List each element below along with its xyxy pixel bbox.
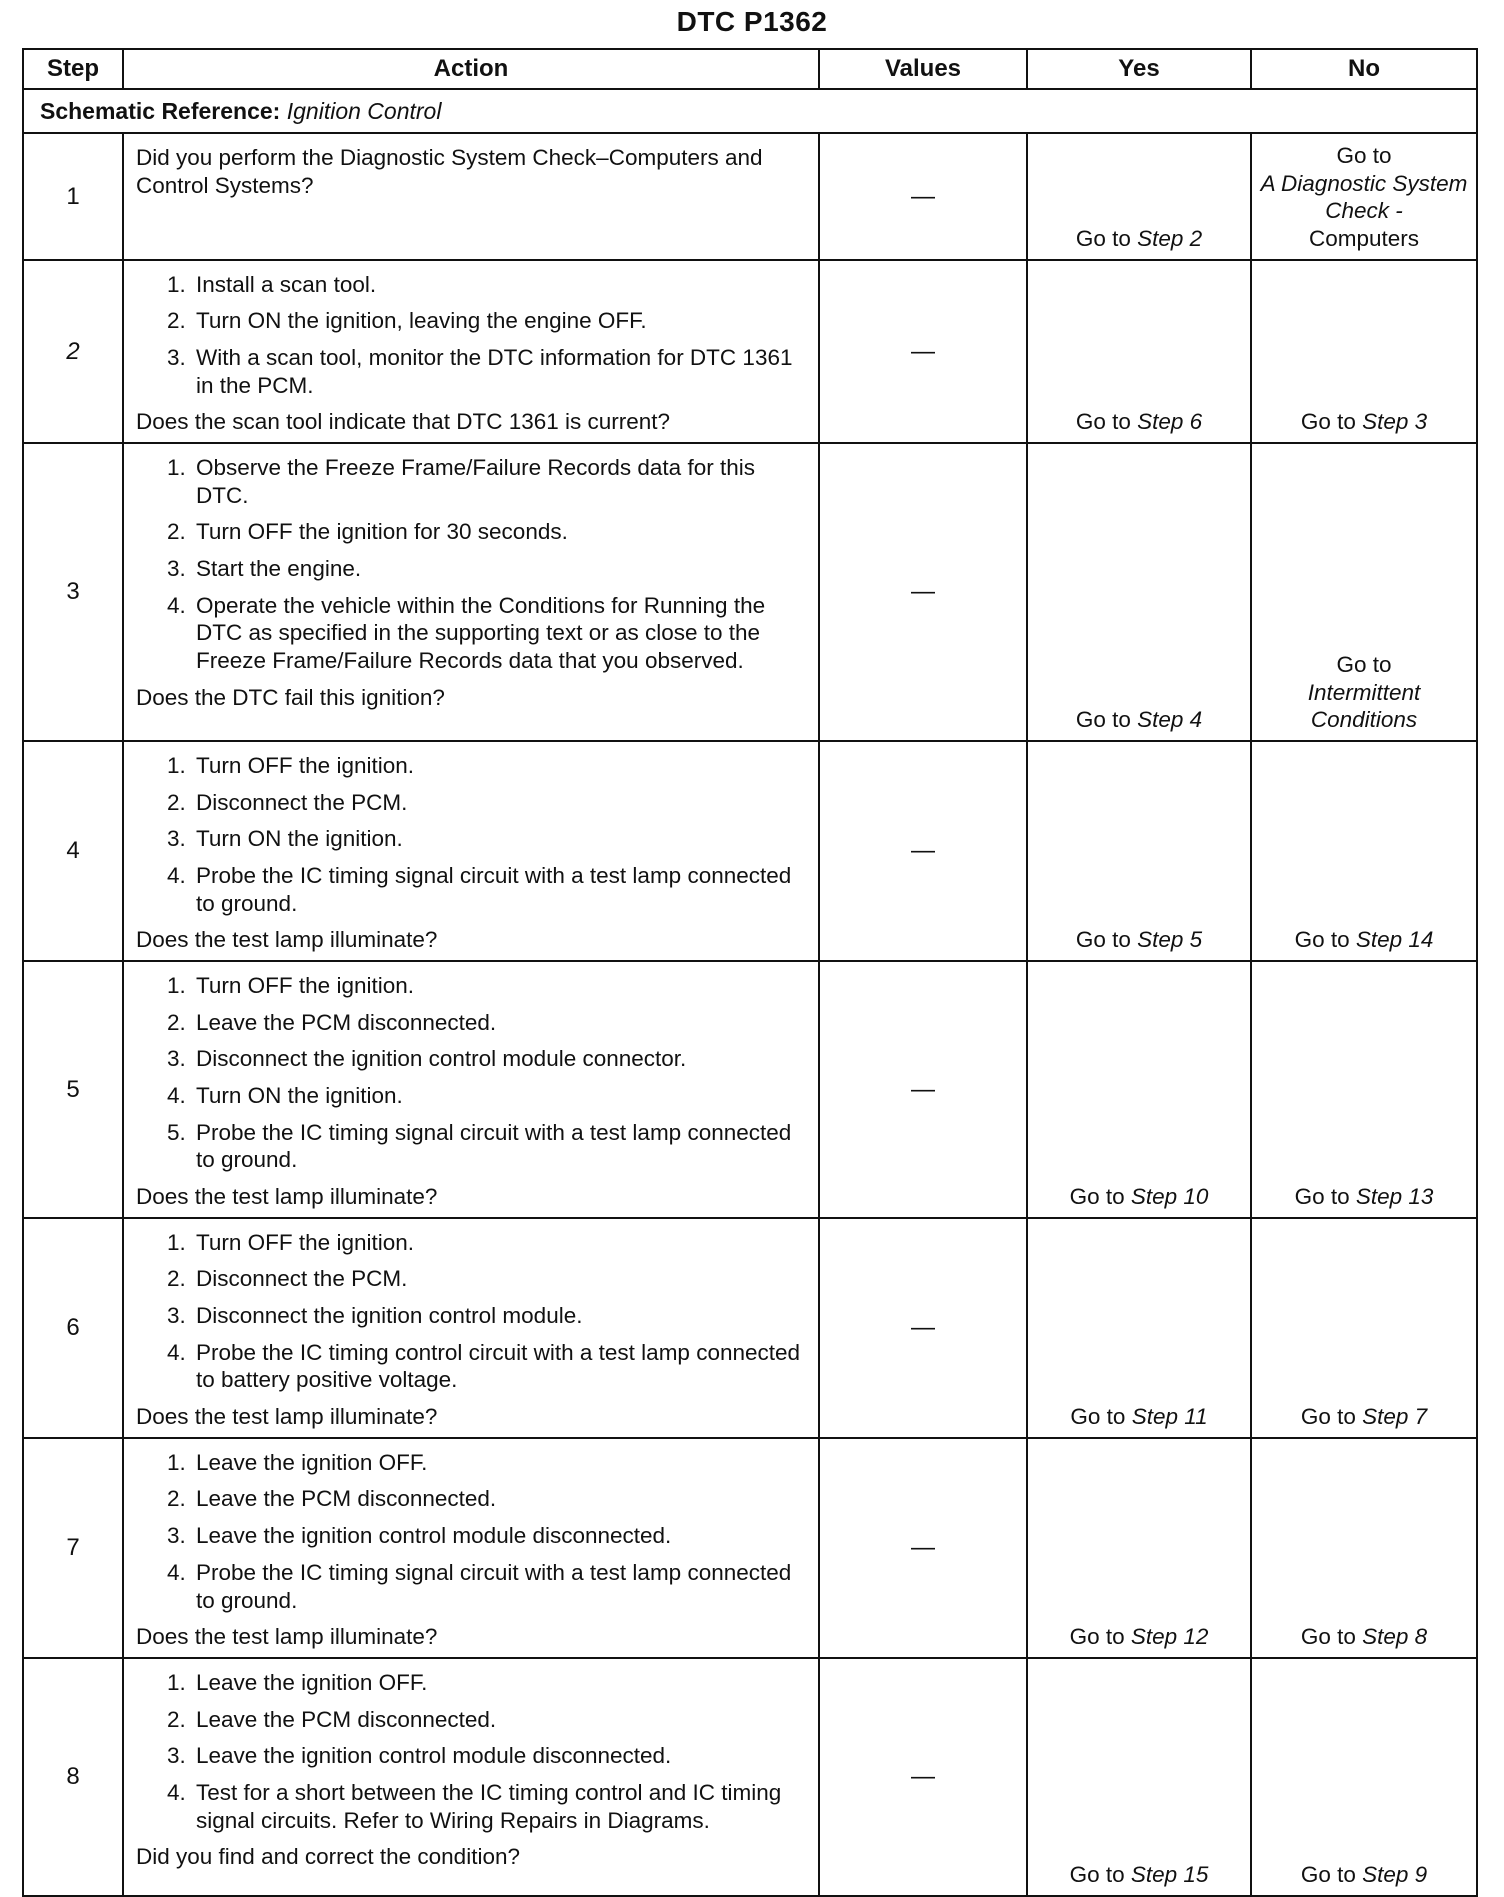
yes-prefix: Go to (1075, 707, 1131, 733)
action-list (136, 454, 806, 675)
step-value: — (819, 1658, 1027, 1896)
no-prefix: Go to (1300, 1624, 1356, 1650)
schematic-row (23, 89, 1477, 133)
action-item: 4. Operate the vehicle within the Conditions for Running the DTC as specified in the supporting text or as close to the Freeze Frame/Failure Records data that you observed. (192, 592, 806, 675)
action-item: 2. Turn ON the ignition, leaving the engine OFF. (192, 307, 806, 335)
step-value: — (819, 961, 1027, 1218)
yes-cell (1027, 443, 1251, 741)
step-action (123, 260, 819, 443)
step-action (123, 133, 819, 260)
no-target-link[interactable]: Step 7 (1362, 1404, 1428, 1430)
no-target-link[interactable]: A Diagnostic System Check - (1260, 170, 1468, 224)
action-question: Does the test lamp illuminate? (136, 1184, 438, 1210)
action-item: 4. Test for a short between the IC timing control and IC timing signal circuits. Refer to Wiring Repairs in Diagrams. (192, 1779, 806, 1834)
no-target-link[interactable]: Step 14 (1355, 927, 1434, 953)
yes-prefix: Go to (1075, 409, 1131, 435)
yes-target-link[interactable]: Step 12 (1130, 1624, 1209, 1650)
no-cell (1251, 1438, 1477, 1658)
step-action (123, 1218, 819, 1438)
yes-target-link[interactable]: Step 15 (1130, 1862, 1209, 1888)
header-step: Step (23, 49, 123, 89)
diagnostic-table (22, 48, 1478, 1897)
step-number: 3 (23, 443, 123, 741)
step-number: 1 (23, 133, 123, 260)
action-item: 3. Disconnect the ignition control module connector. (192, 1045, 806, 1073)
action-list (136, 1229, 806, 1394)
action-question: Does the test lamp illuminate? (136, 1404, 438, 1430)
no-target-link[interactable]: Step 8 (1362, 1624, 1428, 1650)
no-prefix: Go to (1336, 652, 1392, 678)
action-item: 3. Turn ON the ignition. (192, 825, 806, 853)
yes-prefix: Go to (1070, 1404, 1126, 1430)
header-action: Action (123, 49, 819, 89)
header-values: Values (819, 49, 1027, 89)
action-item: 1. Turn OFF the ignition. (192, 1229, 806, 1257)
step-action (123, 1438, 819, 1658)
yes-prefix: Go to (1069, 1184, 1125, 1210)
step-action (123, 741, 819, 961)
action-list (136, 972, 806, 1174)
action-list (136, 1449, 806, 1614)
action-item: 2. Leave the PCM disconnected. (192, 1485, 806, 1513)
no-cell (1251, 443, 1477, 741)
action-list (136, 1669, 806, 1834)
step-row (23, 1218, 1477, 1438)
action-intro: Did you perform the Diagnostic System Check–Computers and Control Systems? (136, 145, 763, 198)
no-cell (1251, 961, 1477, 1218)
yes-target-link[interactable]: Step 5 (1137, 927, 1203, 953)
header-no: No (1251, 49, 1477, 89)
yes-cell (1027, 1438, 1251, 1658)
action-item: 2. Disconnect the PCM. (192, 789, 806, 817)
action-item: 3. With a scan tool, monitor the DTC information for DTC 1361 in the PCM. (192, 344, 806, 399)
step-row (23, 1438, 1477, 1658)
yes-cell (1027, 741, 1251, 961)
yes-prefix: Go to (1075, 927, 1131, 953)
action-question: Does the test lamp illuminate? (136, 1624, 438, 1650)
yes-cell (1027, 260, 1251, 443)
action-item: 1. Turn OFF the ignition. (192, 972, 806, 1000)
yes-cell (1027, 961, 1251, 1218)
action-item: 2. Turn OFF the ignition for 30 seconds. (192, 518, 806, 546)
action-item: 2. Disconnect the PCM. (192, 1265, 806, 1293)
yes-target-link[interactable]: Step 4 (1137, 707, 1203, 733)
schematic-value: Ignition Control (286, 97, 442, 124)
no-prefix: Go to (1294, 927, 1350, 953)
action-item: 1. Leave the ignition OFF. (192, 1449, 806, 1477)
action-item: 3. Leave the ignition control module disconnected. (192, 1742, 806, 1770)
no-cell (1251, 1658, 1477, 1896)
no-prefix: Go to (1300, 1404, 1356, 1430)
action-question: Did you find and correct the condition? (136, 1844, 520, 1870)
no-target-link[interactable]: Step 3 (1362, 409, 1428, 435)
action-item: 1. Install a scan tool. (192, 271, 806, 299)
step-row (23, 741, 1477, 961)
yes-cell (1027, 133, 1251, 260)
action-item: 3. Disconnect the ignition control module. (192, 1302, 806, 1330)
step-value: — (819, 133, 1027, 260)
no-cell (1251, 741, 1477, 961)
yes-target-link[interactable]: Step 10 (1130, 1184, 1209, 1210)
action-question: Does the scan tool indicate that DTC 1361 is current? (136, 409, 671, 435)
step-value: — (819, 741, 1027, 961)
action-item: 3. Start the engine. (192, 555, 806, 583)
no-target-link[interactable]: Step 13 (1355, 1184, 1434, 1210)
no-target-link[interactable]: Step 9 (1362, 1862, 1428, 1888)
no-prefix: Go to (1300, 409, 1356, 435)
yes-target-link[interactable]: Step 11 (1131, 1404, 1208, 1430)
action-question: Does the test lamp illuminate? (136, 927, 438, 953)
action-item: 5. Probe the IC timing signal circuit with a test lamp connected to ground. (192, 1119, 806, 1174)
yes-target-link[interactable]: Step 6 (1137, 409, 1203, 435)
action-item: 3. Leave the ignition control module disconnected. (192, 1522, 806, 1550)
no-cell (1251, 1218, 1477, 1438)
no-suffix: Computers (1308, 226, 1420, 252)
header-yes: Yes (1027, 49, 1251, 89)
schematic-reference (23, 89, 1477, 133)
yes-target-link[interactable]: Step 2 (1137, 226, 1203, 252)
no-prefix: Go to (1294, 1184, 1350, 1210)
no-prefix: Go to (1300, 1862, 1356, 1888)
step-value: — (819, 443, 1027, 741)
action-question: Does the DTC fail this ignition? (136, 684, 445, 710)
no-cell (1251, 133, 1477, 260)
action-item: 1. Leave the ignition OFF. (192, 1669, 806, 1697)
action-item: 1. Observe the Freeze Frame/Failure Records data for this DTC. (192, 454, 806, 509)
yes-prefix: Go to (1075, 226, 1131, 252)
step-number: 6 (23, 1218, 123, 1438)
yes-prefix: Go to (1069, 1862, 1125, 1888)
action-item: 4. Probe the IC timing signal circuit with a test lamp connected to ground. (192, 1559, 806, 1614)
yes-cell (1027, 1218, 1251, 1438)
step-number: 2 (23, 260, 123, 443)
step-row (23, 443, 1477, 741)
action-item: 4. Probe the IC timing signal circuit with a test lamp connected to ground. (192, 862, 806, 917)
step-action (123, 961, 819, 1218)
step-action (123, 443, 819, 741)
step-value: — (819, 1218, 1027, 1438)
step-number: 7 (23, 1438, 123, 1658)
no-cell (1251, 260, 1477, 443)
step-row (23, 1658, 1477, 1896)
step-number: 4 (23, 741, 123, 961)
action-item: 2. Leave the PCM disconnected. (192, 1706, 806, 1734)
header-row (23, 49, 1477, 89)
no-prefix: Go to (1336, 143, 1392, 168)
action-list (136, 752, 806, 917)
step-value: — (819, 1438, 1027, 1658)
action-list (136, 271, 806, 400)
schematic-label: Schematic Reference: (40, 97, 281, 124)
step-row (23, 961, 1477, 1218)
yes-cell (1027, 1658, 1251, 1896)
step-value: — (819, 260, 1027, 443)
step-number: 8 (23, 1658, 123, 1896)
step-row (23, 260, 1477, 443)
step-action (123, 1658, 819, 1896)
step-row (23, 133, 1477, 260)
page-title: DTC P1362 (676, 6, 828, 37)
no-target-link[interactable]: Intermittent Conditions (1307, 679, 1421, 733)
action-item: 1. Turn OFF the ignition. (192, 752, 806, 780)
action-item: 4. Probe the IC timing control circuit with a test lamp connected to battery positive voltage. (192, 1339, 806, 1394)
step-number: 5 (23, 961, 123, 1218)
action-item: 4. Turn ON the ignition. (192, 1082, 806, 1110)
action-item: 2. Leave the PCM disconnected. (192, 1009, 806, 1037)
yes-prefix: Go to (1069, 1624, 1125, 1650)
